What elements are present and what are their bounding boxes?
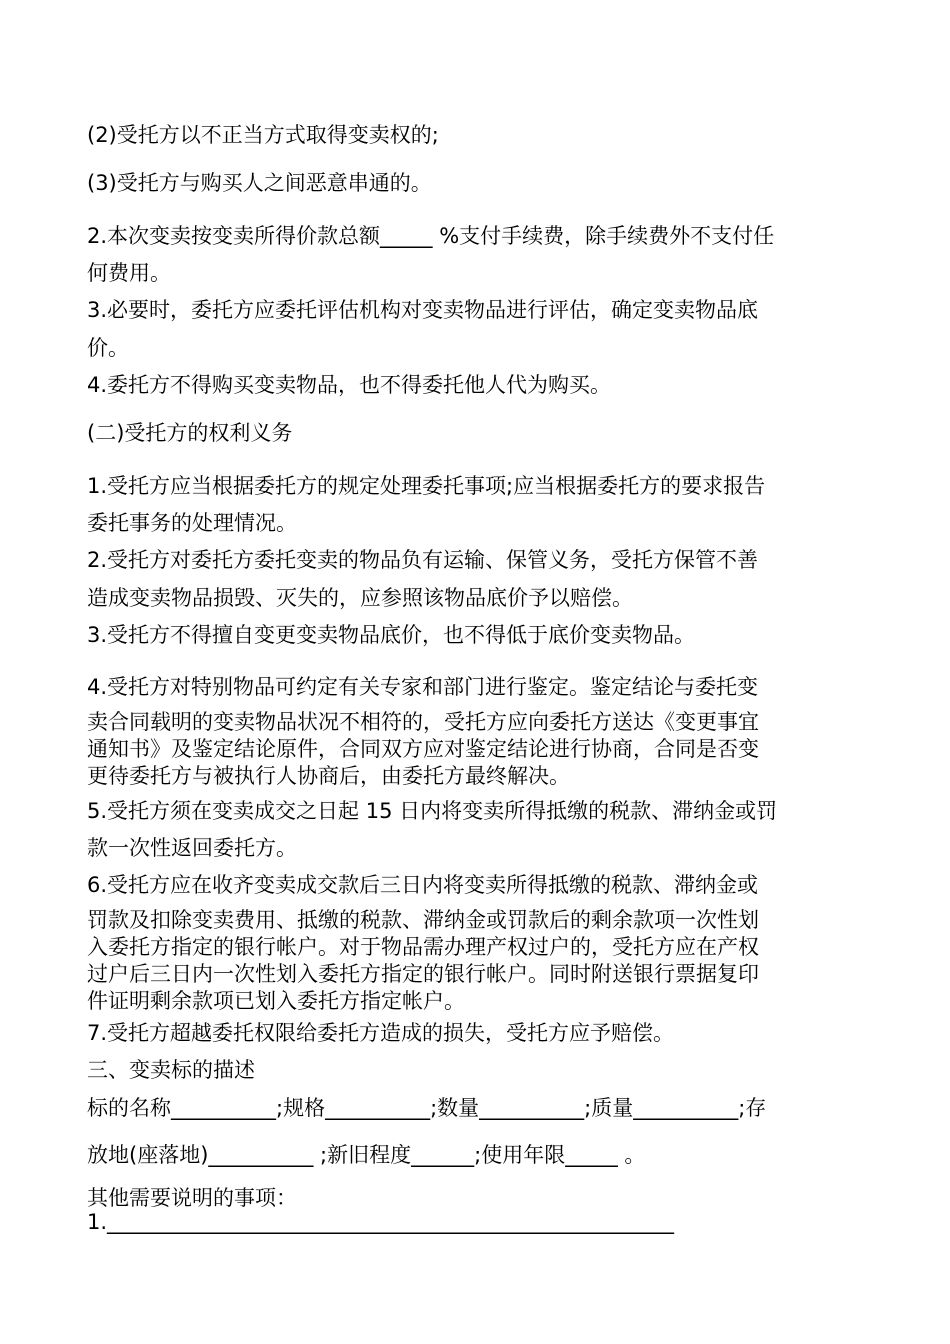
section-heading: (二)受托方的权利义务 <box>87 421 293 445</box>
text-line: 入委托方指定的银行帐户。对于物品需办理产权过户的，受托方应在产权 <box>87 935 759 959</box>
text-line: (2)受托方以不正当方式取得变卖权的; <box>87 123 439 147</box>
text-line: (3)受托方与购买人之间恶意串通的。 <box>87 171 432 195</box>
text-line: 1.受托方应当根据委托方的规定处理委托事项;应当根据委托方的要求报告 <box>87 474 766 498</box>
form-line: 1.______________________________________________________ <box>87 1210 675 1234</box>
text-line: 3.必要时，委托方应委托评估机构对变卖物品进行评估，确定变卖物品底 <box>87 298 759 322</box>
text-line: 3.受托方不得擅自变更变卖物品底价，也不得低于底价变卖物品。 <box>87 623 696 647</box>
text-line: 2.受托方对委托方委托变卖的物品负有运输、保管义务，受托方保管不善 <box>87 548 759 572</box>
text-line: 6.受托方应在收齐变卖成交款后三日内将变卖所得抵缴的税款、滞纳金或 <box>87 873 759 897</box>
text-line: 4.受托方对特别物品可约定有关专家和部门进行鉴定。鉴定结论与委托变 <box>87 675 759 699</box>
text-line: 委托事务的处理情况。 <box>87 511 297 535</box>
text-line: 2.本次变卖按变卖所得价款总额_____ %支付手续费，除手续费外不支付任 <box>87 224 775 248</box>
text-line: 价。 <box>87 336 129 360</box>
form-line: 放地(座落地)__________ ;新旧程度______;使用年限_____ 。 <box>87 1143 646 1167</box>
form-line: 标的名称__________;规格__________;数量__________;质量__________;存 <box>87 1096 767 1120</box>
text-line: 过户后三日内一次性划入委托方指定的银行帐户。同时附送银行票据复印 <box>87 962 759 986</box>
text-line: 造成变卖物品损毁、灭失的，应参照该物品底价予以赔偿。 <box>87 586 633 610</box>
section-heading: 三、变卖标的描述 <box>87 1058 255 1082</box>
text-line: 何费用。 <box>87 261 171 285</box>
text-line: 其他需要说明的事项： <box>87 1186 297 1210</box>
text-line: 款一次性返回委托方。 <box>87 836 297 860</box>
text-line: 件证明剩余款项已划入委托方指定帐户。 <box>87 989 465 1013</box>
text-line: 卖合同载明的变卖物品状况不相符的，受托方应向委托方送达《变更事宜 <box>87 710 759 734</box>
text-line: 通知书》及鉴定结论原件，合同双方应对鉴定结论进行协商，合同是否变 <box>87 737 759 761</box>
text-line: 更待委托方与被执行人协商后，由委托方最终解决。 <box>87 764 570 788</box>
text-line: 7.受托方超越委托权限给委托方造成的损失，受托方应予赔偿。 <box>87 1021 675 1045</box>
text-line: 4.委托方不得购买变卖物品，也不得委托他人代为购买。 <box>87 373 612 397</box>
text-line: 5.受托方须在变卖成交之日起 15 日内将变卖所得抵缴的税款、滞纳金或罚 <box>87 799 778 823</box>
text-line: 罚款及扣除变卖费用、抵缴的税款、滞纳金或罚款后的剩余款项一次性划 <box>87 908 759 932</box>
